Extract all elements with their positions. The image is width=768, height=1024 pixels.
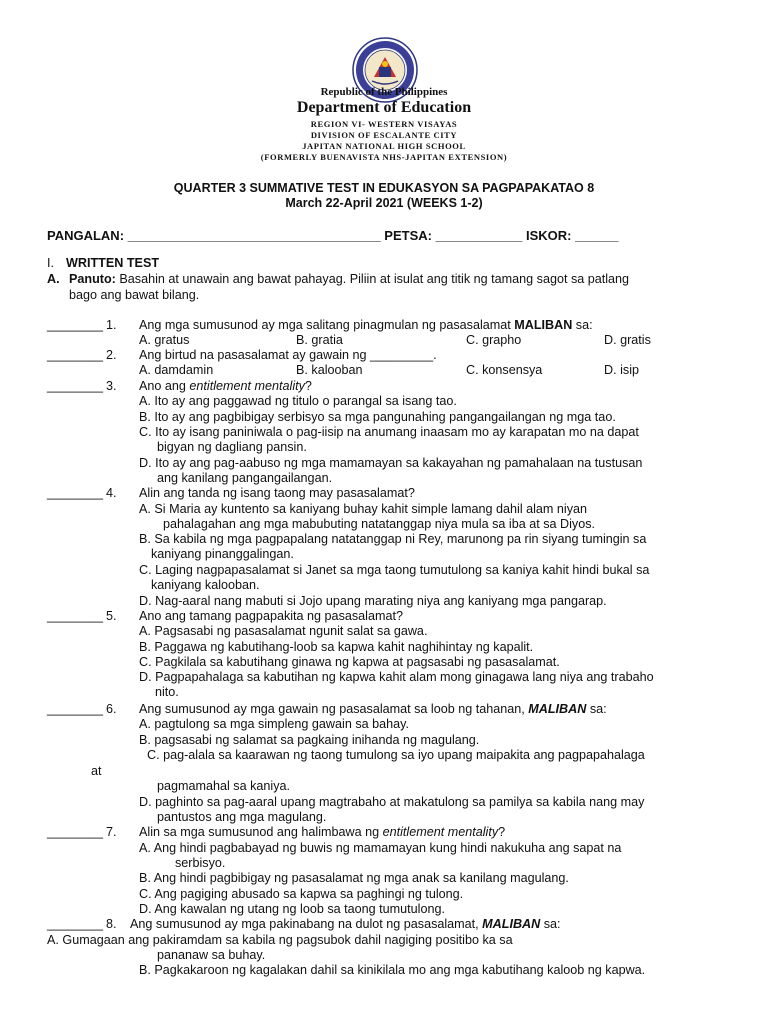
question-stem-2: Ang birtud na pasasalamat ay gawain ng _________. xyxy=(139,348,437,362)
instruction-line-2: bago ang bawat bilang. xyxy=(69,288,200,302)
q4-option-c: C. Laging nagpapasalamat si Janet sa mga taong tumutulong sa kaniya kahit hindi bukal sa xyxy=(139,563,650,577)
answer-blank-6[interactable]: ________ xyxy=(47,702,104,716)
question-number-7: 7. xyxy=(106,825,117,839)
q4-option-b: B. Sa kabila ng mga pagpapalang natatanggap ni Rey, marunong pa rin siyang tumingin sa xyxy=(139,532,647,546)
question-number-3: 3. xyxy=(106,379,117,393)
q7-option-a: A. Ang hindi pagbabayad ng buwis ng mamamayan kung hindi nakukuha ang sapat na xyxy=(139,841,622,855)
q2-option-d: D. isip xyxy=(604,363,639,377)
q4-option-b-cont: kaniyang pinanggalingan. xyxy=(151,547,294,561)
q5-option-a: A. Pagsasabi ng pasasalamat ngunit salat sa gawa. xyxy=(139,624,428,638)
section-number: I. xyxy=(47,256,54,270)
question-number-8: 8. xyxy=(106,917,117,931)
test-dates: March 22-April 2021 (WEEKS 1-2) xyxy=(285,196,483,210)
division-line: DIVISION OF ESCALANTE CITY xyxy=(310,130,458,140)
question-number-1: 1. xyxy=(106,318,117,332)
q6-option-d: D. paghinto sa pag-aaral upang magtrabaho at makatulong sa pamilya sa kabila nang may xyxy=(139,795,645,809)
q7-option-a-cont: serbisyo. xyxy=(175,856,226,870)
q7-option-d: D. Ang kawalan ng utang ng loob sa taong tumutulong. xyxy=(139,902,445,916)
question-number-4: 4. xyxy=(106,486,117,500)
q8-option-b: B. Pagkakaroon ng kagalakan dahil sa kinikilala mo ang mga kabutihang kaloob ng kapwa. xyxy=(139,963,646,977)
formerly-line: (FORMERLY BUENAVISTA NHS-JAPITAN EXTENSION) xyxy=(260,152,508,162)
q3-option-c: C. Ito ay isang paniniwala o pag-iisip na anumang inaasam mo ay karapatan mo na dapat xyxy=(139,425,639,439)
q3-option-b: B. Ito ay ang pagbibigay serbisyo sa mga pangunahing pangangailangan ng mga tao. xyxy=(139,410,616,424)
q2-option-c: C. konsensya xyxy=(466,363,543,377)
republic-heading: Republic of the Philippines xyxy=(320,86,448,98)
answer-blank-2[interactable]: ________ xyxy=(47,348,104,362)
q6-option-c-cont: pagmamahal sa kaniya. xyxy=(157,779,291,793)
q6-option-c-at: at xyxy=(91,764,102,778)
q4-option-a: A. Si Maria ay kuntento sa kaniyang buhay kahit simple lamang dahil alam niyan xyxy=(139,502,588,516)
question-stem-8: Ang sumusunod ay mga pakinabang na dulot ng pasasalamat, MALIBAN sa: xyxy=(130,917,561,931)
q5-option-d: D. Pagpapahalaga sa kabutihan ng kapwa kahit alam mong ginagawa lang niya ang trabaho xyxy=(139,670,654,684)
q4-option-d: D. Nag-aaral nang mabuti si Jojo upang marating niya ang kaniyang mga pangarap. xyxy=(139,594,607,608)
answer-blank-7[interactable]: ________ xyxy=(47,825,104,839)
question-stem-6: Ang sumusunod ay mga gawain ng pasasalamat sa loob ng tahanan, MALIBAN sa: xyxy=(139,702,607,716)
q2-option-a: A. damdamin xyxy=(139,363,214,377)
question-stem-3: Ano ang entitlement mentality? xyxy=(139,379,312,393)
q1-option-d: D. gratis xyxy=(604,333,651,347)
q8-option-a: A. Gumagaan ang pakiramdam sa kabila ng pagsubok dahil nagiging positibo ka sa xyxy=(47,933,513,947)
q4-option-a-cont: pahalagahan ang mga mabubuting natatanggap niya mula sa iba at sa Diyos. xyxy=(163,517,595,531)
q3-option-a: A. Ito ay ang paggawad ng titulo o parangal sa isang tao. xyxy=(139,394,457,408)
answer-blank-4[interactable]: ________ xyxy=(47,486,104,500)
department-heading: Department of Education xyxy=(296,99,472,116)
answer-blank-5[interactable]: ________ xyxy=(47,609,104,623)
question-number-6: 6. xyxy=(106,702,117,716)
q3-option-d: D. Ito ay ang pag-aabuso ng mga mamamayan sa kakayahan ng pamahalaan na tustusan xyxy=(139,456,643,470)
question-number-2: 2. xyxy=(106,348,117,362)
answer-blank-8[interactable]: ________ xyxy=(47,917,104,931)
q6-option-b: B. pagsasabi ng salamat sa pagkaing inihanda ng magulang. xyxy=(139,733,480,747)
section-title: WRITTEN TEST xyxy=(66,256,160,270)
q4-option-c-cont: kaniyang kalooban. xyxy=(151,578,260,592)
q1-option-a: A. gratus xyxy=(139,333,190,347)
question-stem-4: Alin ang tanda ng isang taong may pasasalamat? xyxy=(139,486,415,500)
q3-option-c-cont: bigyan ng dagliang pansin. xyxy=(157,440,307,454)
answer-blank-3[interactable]: ________ xyxy=(47,379,104,393)
instruction-label: Panuto: xyxy=(69,272,116,286)
q5-option-c: C. Pagkilala sa kabutihang ginawa ng kapwa at pagsasabi ng pasasalamat. xyxy=(139,655,560,669)
region-line: REGION VI- WESTERN VISAYAS xyxy=(310,119,458,129)
q1-option-b: B. gratia xyxy=(296,333,343,347)
q6-option-c: C. pag-alala sa kaarawan ng taong tumulong sa iyo upang maipakita ang pagpapahalaga xyxy=(147,748,645,762)
test-title: QUARTER 3 SUMMATIVE TEST IN EDUKASYON SA PAGPAPAKATAO 8 xyxy=(173,181,595,195)
q8-option-a-cont: pananaw sa buhay. xyxy=(157,948,266,962)
q7-option-b: B. Ang hindi pagbibigay ng pasasalamat ng mga anak sa kanilang magulang. xyxy=(139,871,569,885)
q6-option-a: A. pagtulong sa mga simpleng gawain sa bahay. xyxy=(139,717,410,731)
q6-option-d-cont: pantustos ang mga magulang. xyxy=(157,810,327,824)
q5-option-b: B. Paggawa ng kabutihang-loob sa kapwa kahit naghihintay ng kapalit. xyxy=(139,640,534,654)
student-info-line: PANGALAN: ___________________________________ PETSA: ____________ ISKOR: ______ xyxy=(47,228,619,243)
q1-option-c: C. grapho xyxy=(466,333,522,347)
school-line: JAPITAN NATIONAL HIGH SCHOOL xyxy=(302,141,466,151)
q3-option-d-cont: ang kanilang pangangailangan. xyxy=(157,471,333,485)
q5-option-d-cont: nito. xyxy=(155,685,179,699)
question-number-5: 5. xyxy=(106,609,117,623)
question-stem-1: Ang mga sumusunod ay mga salitang pinagmulan ng pasasalamat MALIBAN sa: xyxy=(139,318,593,332)
answer-blank-1[interactable]: ________ xyxy=(47,318,104,332)
question-stem-5: Ano ang tamang pagpapakita ng pasasalamat? xyxy=(139,609,403,623)
instruction-text-1: Basahin at unawain ang bawat pahayag. Piliin at isulat ang titik ng tamang sagot sa patlang xyxy=(119,272,630,286)
question-stem-7: Alin sa mga sumusunod ang halimbawa ng entitlement mentality? xyxy=(139,825,506,839)
q2-option-b: B. kalooban xyxy=(296,363,363,377)
instruction-line-1 xyxy=(69,272,629,287)
q7-option-c: C. Ang pagiging abusado sa kapwa sa paghingi ng tulong. xyxy=(139,887,464,901)
part-letter: A. xyxy=(47,272,60,286)
